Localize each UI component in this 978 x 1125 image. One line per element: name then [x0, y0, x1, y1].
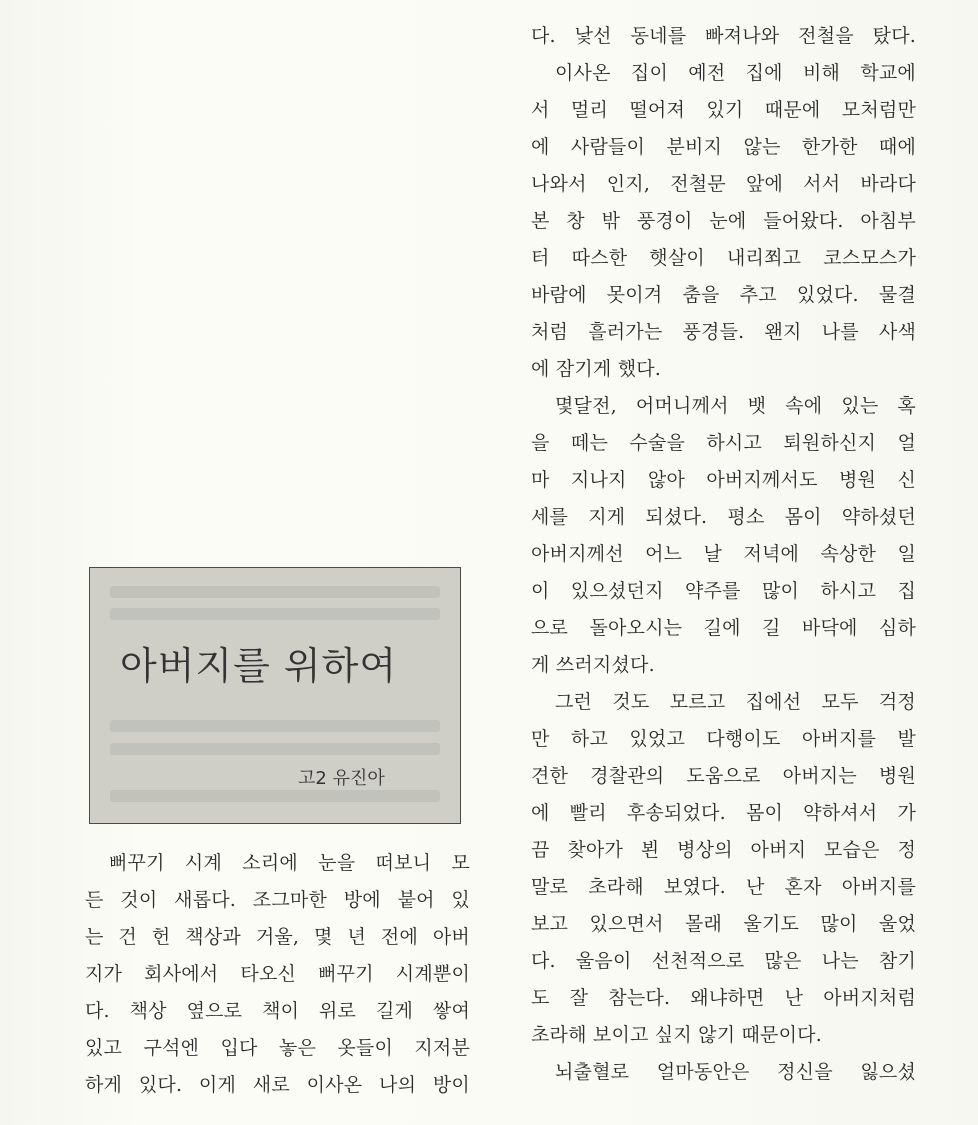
show-through-text [110, 720, 440, 732]
paragraph-line: 처럼 흘러가는 풍경들. 왠지 나를 사색 [531, 321, 916, 343]
show-through-text [110, 743, 440, 755]
paragraph-line: 나와서 인지, 전철문 앞에 서서 바라다 [531, 173, 916, 195]
paragraph-line: 으로 돌아오시는 길에 길 바닥에 심하 [531, 617, 916, 639]
paragraph-line: 이 있으셨던지 약주를 많이 하시고 집 [531, 580, 916, 602]
paragraph-line: 본 창 밖 풍경이 눈에 들어왔다. 아침부 [531, 210, 916, 232]
paragraph-line: 바람에 못이겨 춤을 추고 있었다. 물결 [531, 284, 916, 306]
paragraph-line: 몇달전, 어머니께서 뱃 속에 있는 혹 [555, 395, 916, 417]
paragraph-line: 이사온 집이 예전 집에 비해 학교에 [555, 62, 916, 84]
paragraph-line: 하게 있다. 이게 새로 이사온 나의 방이 [85, 1074, 470, 1096]
paragraph-line: 뻐꾸기 시계 소리에 눈을 떠보니 모 [109, 852, 470, 874]
show-through-text [110, 608, 440, 620]
show-through-text [110, 586, 440, 598]
paragraph-line: 다. 낯선 동네를 빠져나와 전철을 탔다. [531, 25, 916, 47]
paragraph-line: 말로 초라해 보였다. 난 혼자 아버지를 [531, 876, 916, 898]
story-title: 아버지를 위하여 [120, 644, 398, 688]
paragraph-line: 지가 회사에서 타오신 뻐꾸기 시계뿐이 [85, 963, 470, 985]
paragraph-line: 게 쓰러지셨다. [531, 654, 655, 676]
paragraph-line: 있고 구석엔 입다 놓은 옷들이 지저분 [85, 1037, 470, 1059]
paragraph-line: 뇌출혈로 얼마동안은 정신을 잃으셨 [555, 1061, 916, 1083]
paragraph-line: 도 잘 참는다. 왜냐하면 난 아버지처럼 [531, 987, 916, 1009]
paragraph-line: 는 건 헌 책상과 거울, 몇 년 전에 아버 [85, 926, 470, 948]
paragraph-line: 끔 찾아가 뵌 병상의 아버지 모습은 정 [531, 839, 916, 861]
paragraph-line: 보고 있으면서 몰래 울기도 많이 울었 [531, 913, 916, 935]
paragraph-line: 초라해 보이고 싶지 않기 때문이다. [531, 1024, 822, 1046]
paragraph-line: 세를 지게 되셨다. 평소 몸이 약하셨던 [531, 506, 916, 528]
paragraph-line: 다. 울음이 선천적으로 많은 나는 참기 [531, 950, 916, 972]
paragraph-line: 서 멀리 떨어져 있기 때문에 모처럼만 [531, 99, 916, 121]
paragraph-line: 을 떼는 수술을 하시고 퇴원하신지 얼 [531, 432, 916, 454]
left-text-column [85, 845, 470, 1104]
paragraph-line: 든 것이 새롭다. 조그마한 방에 붙어 있 [85, 889, 470, 911]
paragraph-line: 그런 것도 모르고 집에선 모두 걱정 [555, 691, 916, 713]
paragraph-line: 에 사람들이 분비지 않는 한가한 때에 [531, 136, 916, 158]
paragraph-line: 터 따스한 햇살이 내리쬐고 코스모스가 [531, 247, 916, 269]
show-through-text [110, 790, 440, 802]
story-author: 고2 유진아 [298, 768, 385, 789]
title-box [89, 567, 461, 824]
paragraph-line: 에 빨리 후송되었다. 몸이 약하셔서 가 [531, 802, 916, 824]
paragraph-line: 에 잠기게 했다. [531, 358, 662, 380]
paragraph-line: 만 하고 있었고 다행이도 아버지를 발 [531, 728, 916, 750]
paragraph-line: 다. 책상 옆으로 책이 위로 길게 쌓여 [85, 1000, 470, 1022]
paragraph-line: 견한 경찰관의 도움으로 아버지는 병원 [531, 765, 916, 787]
right-text-column [531, 18, 916, 1091]
paragraph-line: 마 지나지 않아 아버지께서도 병원 신 [531, 469, 916, 491]
paragraph-line: 아버지께선 어느 날 저녁에 속상한 일 [531, 543, 916, 565]
